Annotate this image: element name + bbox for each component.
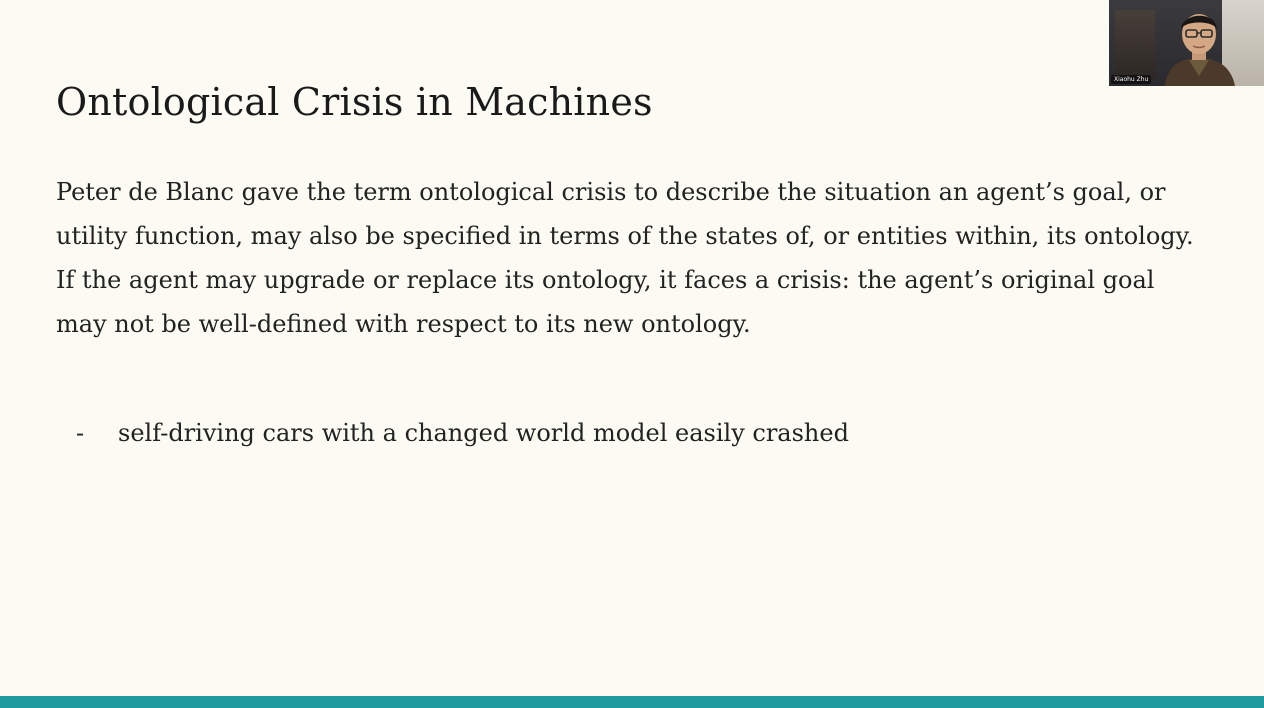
bullet-dash: - [76,419,85,447]
slide-title: Ontological Crisis in Machines [56,80,653,124]
slide-body-paragraph: Peter de Blanc gave the term ontological crisis to describe the situation an agent’s goal, or utility function, may also be specified in terms of the states of, or entities within, its ontology. If the agent may upgrade or replace its ontology, it faces a crisis: the agent’s original goal may not be well-defined with respect to its new ontology. [56,178,1194,338]
list-item [56,411,1156,455]
participant-name-label: Xiaohu Zhu [1111,75,1151,84]
video-background-shelf [1115,10,1155,80]
bullet-text: self-driving cars with a changed world model easily crashed [118,419,849,447]
bullet-list [56,411,1156,455]
slide-accent-bar [0,696,1264,708]
participant-video-icon [1159,0,1239,86]
participant-video-tile[interactable] [1109,0,1264,86]
